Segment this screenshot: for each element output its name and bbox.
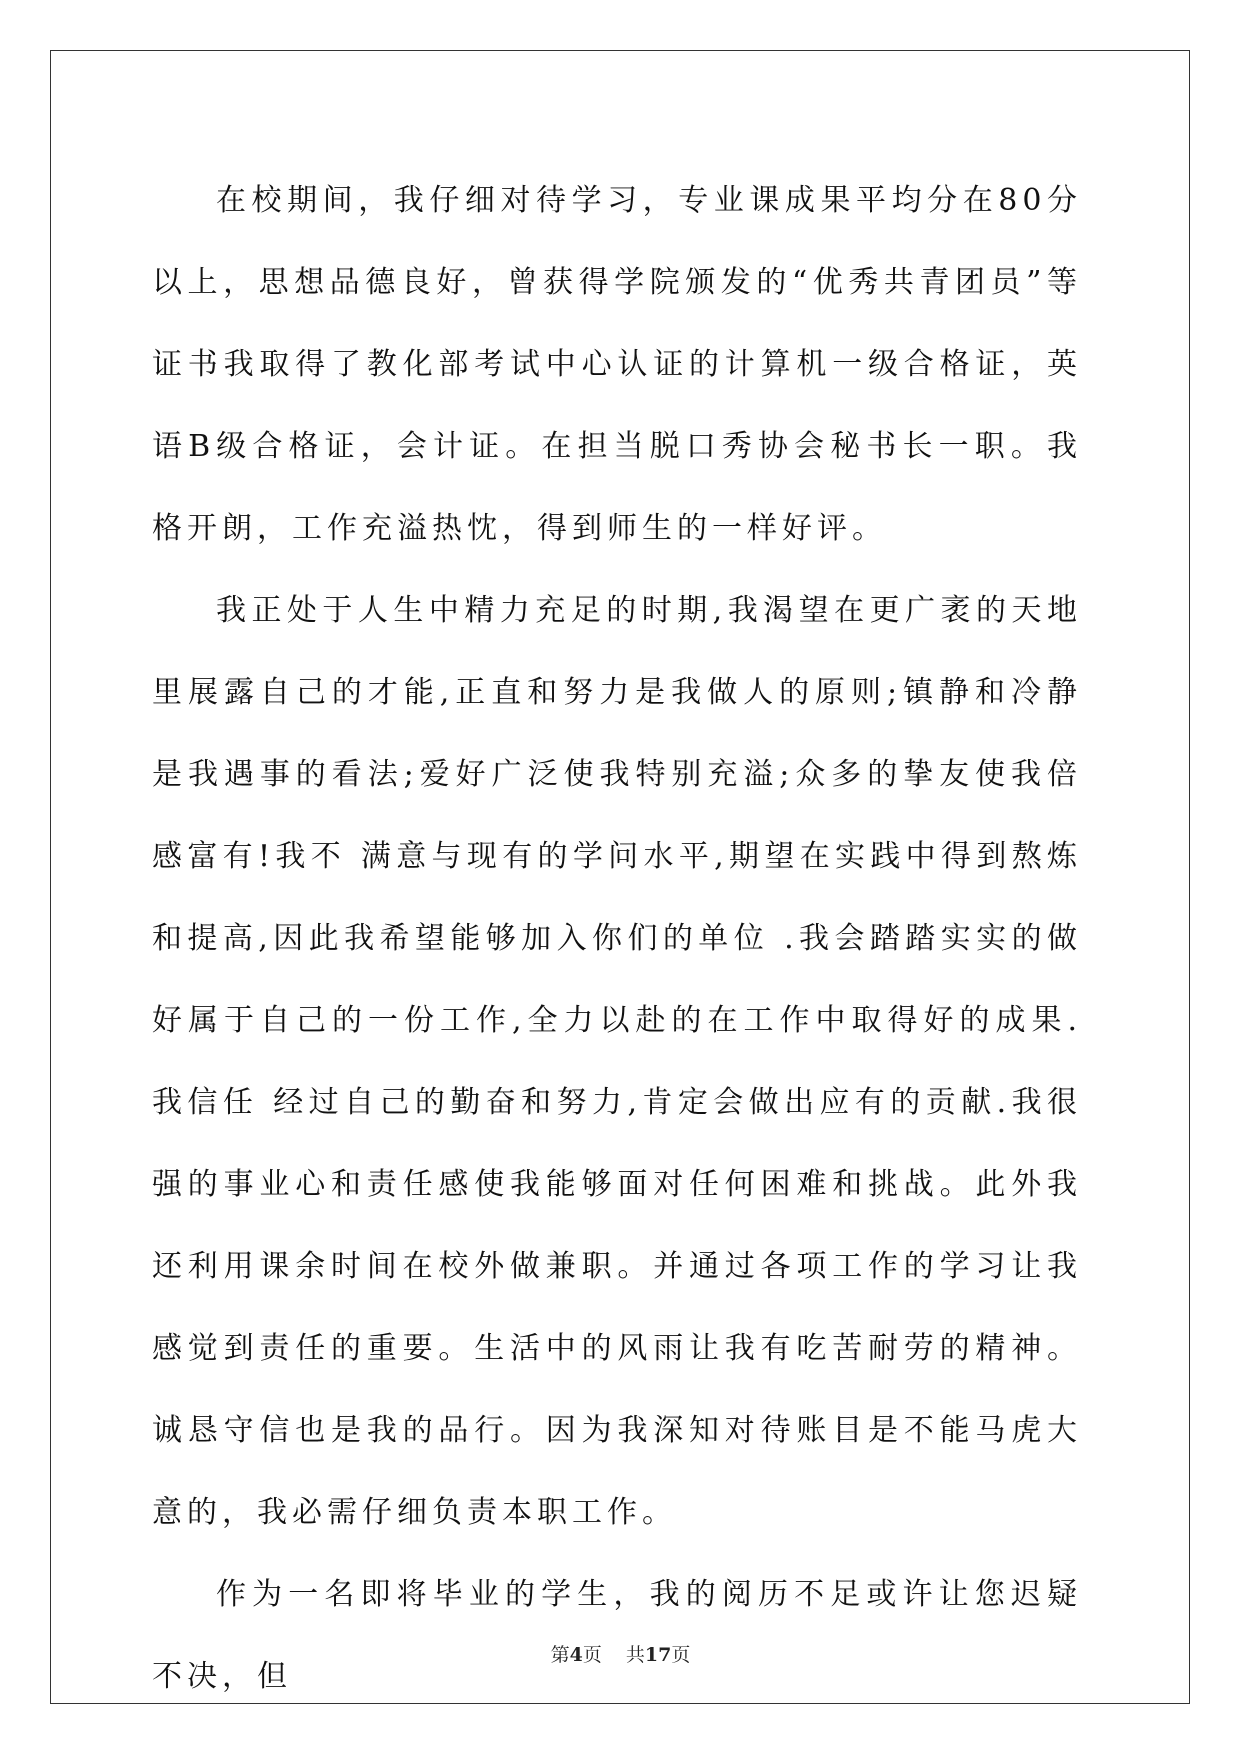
total-suffix: 页	[671, 1644, 691, 1666]
current-page-number: 4	[569, 1644, 583, 1666]
total-pages-number: 17	[644, 1644, 672, 1666]
page-footer	[0, 1640, 1241, 1667]
page-suffix: 页	[582, 1644, 602, 1666]
paragraph-2: 我正处于人生中精力充足的时期,我渴望在更广袤的天地里展露自己的才能,正直和努力是我做人的原则;镇静和冷静是我遇事的看法;爱好广泛使我特别充溢;众多的挚友使我倍感富有!我不 满意与现有的学问水平,期望在实践中得到熬炼和提高,因此我希望能够加入你们的单位 .我会踏踏实实的做好属于自己的一份工作,全力以赴的在工作中取得好的成果.我信任 经过自己的勤奋和努力,肯定会做出应有的贡献.我很强的事业心和责任感使我能够面对任何困难和挑战。此外我还利用课余时间在校外做兼职。并通过各项工作的学习让我感觉到责任的重要。生活中的风雨让我有吃苦耐劳的精神。诚恳守信也是我的品行。因为我深知对待账目是不能马虎大意的，我必需仔细负责本职工作。	[152, 593, 1082, 1530]
page-prefix: 第	[550, 1644, 570, 1666]
paragraph-1: 在校期间，我仔细对待学习，专业课成果平均分在80分以上，思想品德良好，曾获得学院颁发的“优秀共青团员”等证书我取得了教化部考试中心认证的计算机一级合格证，英语B级合格证，会计证。在担当脱口秀协会秘书长一职。我格开朗，工作充溢热忱，得到师生的一样好评。	[152, 183, 1082, 546]
document-body	[152, 160, 1082, 1718]
paragraph-3: 作为一名即将毕业的学生，我的阅历不足或许让您迟疑不决，但	[152, 1577, 1082, 1694]
total-prefix: 共	[625, 1644, 645, 1666]
